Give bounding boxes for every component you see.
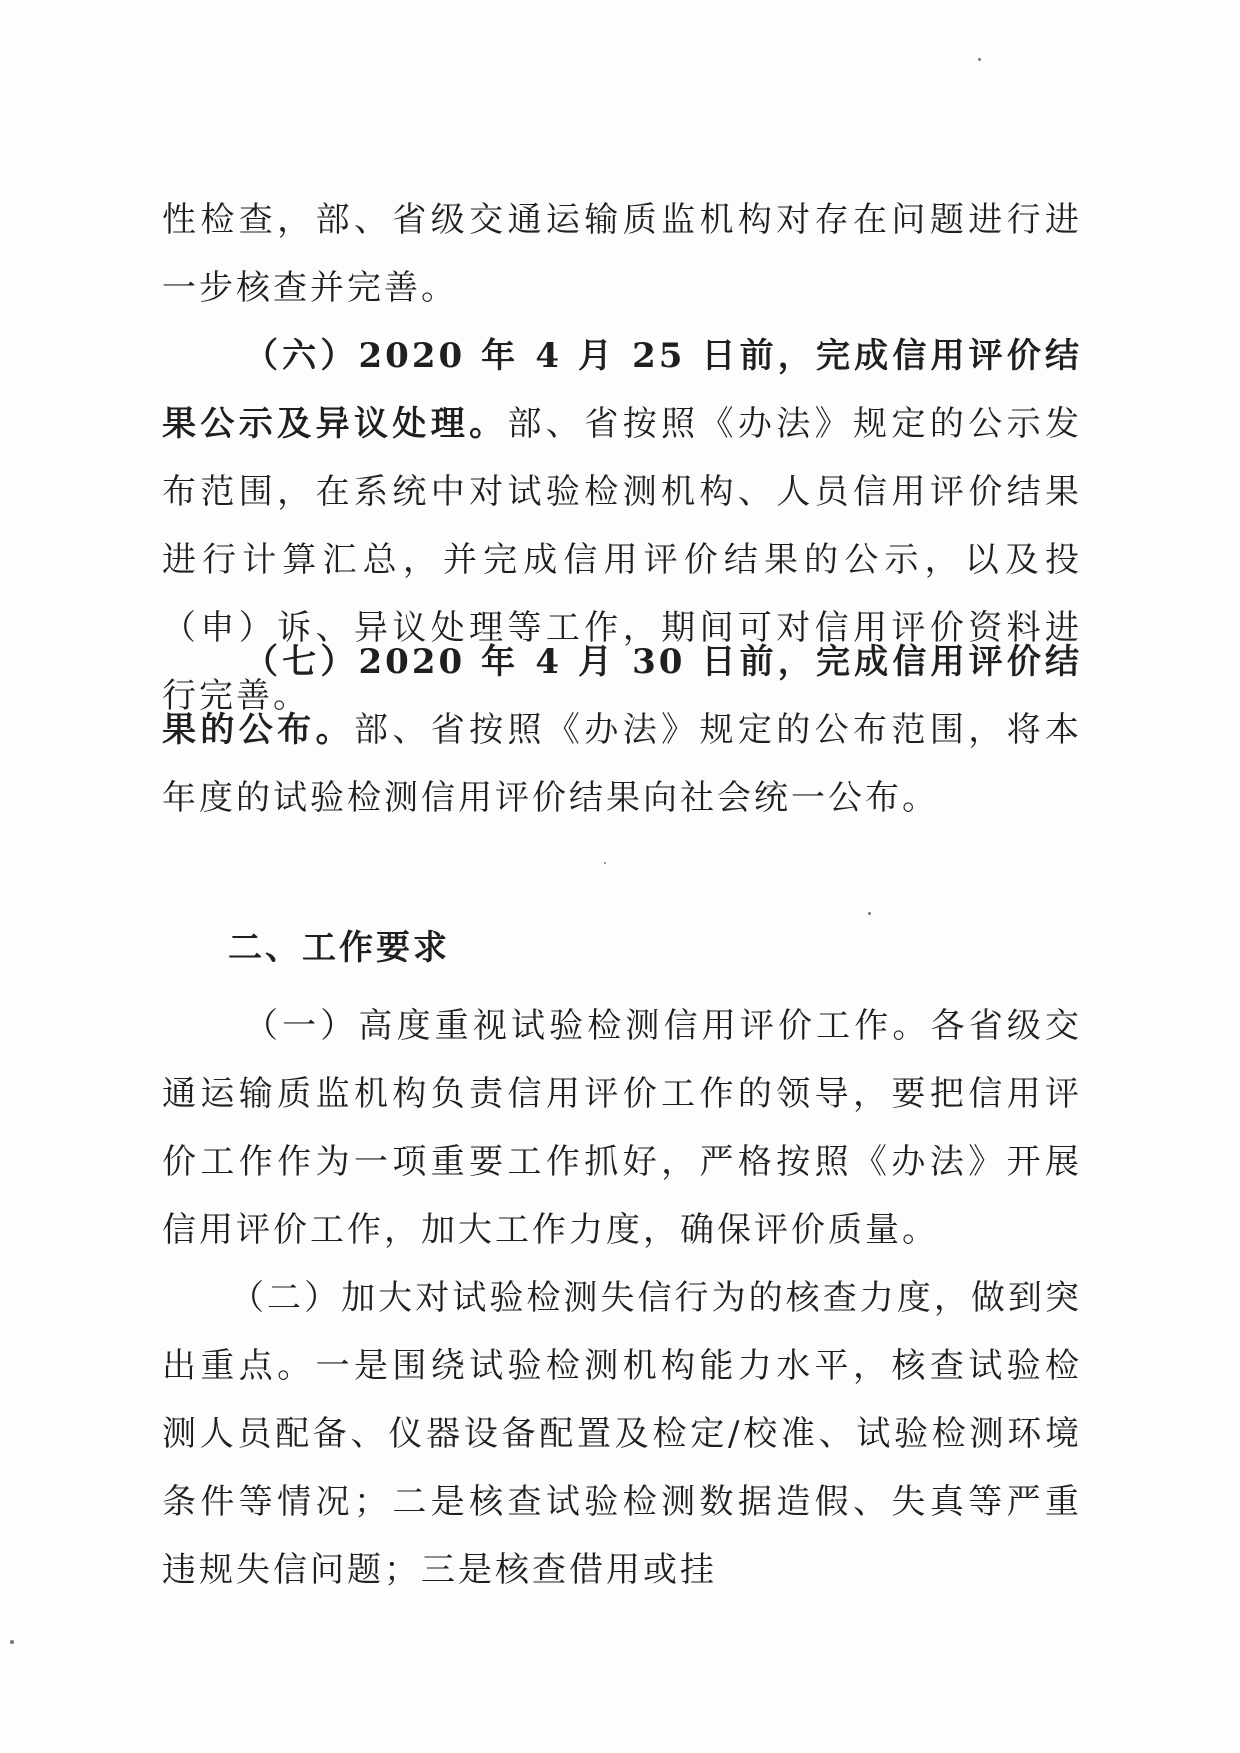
scan-speck — [868, 912, 871, 915]
section-heading: 二、工作要求 — [228, 928, 450, 968]
paragraph-requirement-1 — [162, 992, 1082, 1264]
item-6-lead: （六）2020 年 4 月 25 日前，完成信用评价结果公示及异议处理。 — [162, 336, 1082, 444]
paragraph-requirement-2 — [162, 1264, 1082, 1604]
requirement-2-text: （二）加大对试验检测失信行为的核查力度，做到突出重点。一是围绕试验检测机构能力水平，核查试验检测人员配备、仪器设备配置及检定/校准、试验检测环境条件等情况；二是核查试验检测数据造假、失真等严重违规失信问题；三是核查借用或挂 — [162, 1278, 1082, 1590]
scan-speck — [10, 1640, 14, 1644]
item-6-body: 部、省按照《办法》规定的公示发布范围，在系统中对试验检测机构、人员信用评价结果进行计算汇总，并完成信用评价结果的公示，以及投（申）诉、异议处理等工作，期间可对信用评价资料进行完善。 — [162, 404, 1083, 716]
scan-speck — [604, 862, 606, 864]
scan-speck — [978, 58, 981, 61]
requirement-1-text: （一）高度重视试验检测信用评价工作。各省级交通运输质监机构负责信用评价工作的领导，要把信用评价工作作为一项重要工作抓好，严格按照《办法》开展信用评价工作，加大工作力度，确保评价质量。 — [162, 1006, 1082, 1250]
paragraph-text: 性检查，部、省级交通运输质监机构对存在问题进行进一步核查并完善。 — [162, 200, 1082, 308]
item-7-body: 部、省按照《办法》规定的公布范围，将本年度的试验检测信用评价结果向社会统一公布。 — [162, 710, 1083, 818]
paragraph-item-7 — [162, 628, 1082, 832]
paragraph-continuation — [162, 186, 1082, 322]
item-7-lead: （七）2020 年 4 月 30 日前，完成信用评价结果的公布。 — [162, 642, 1082, 750]
